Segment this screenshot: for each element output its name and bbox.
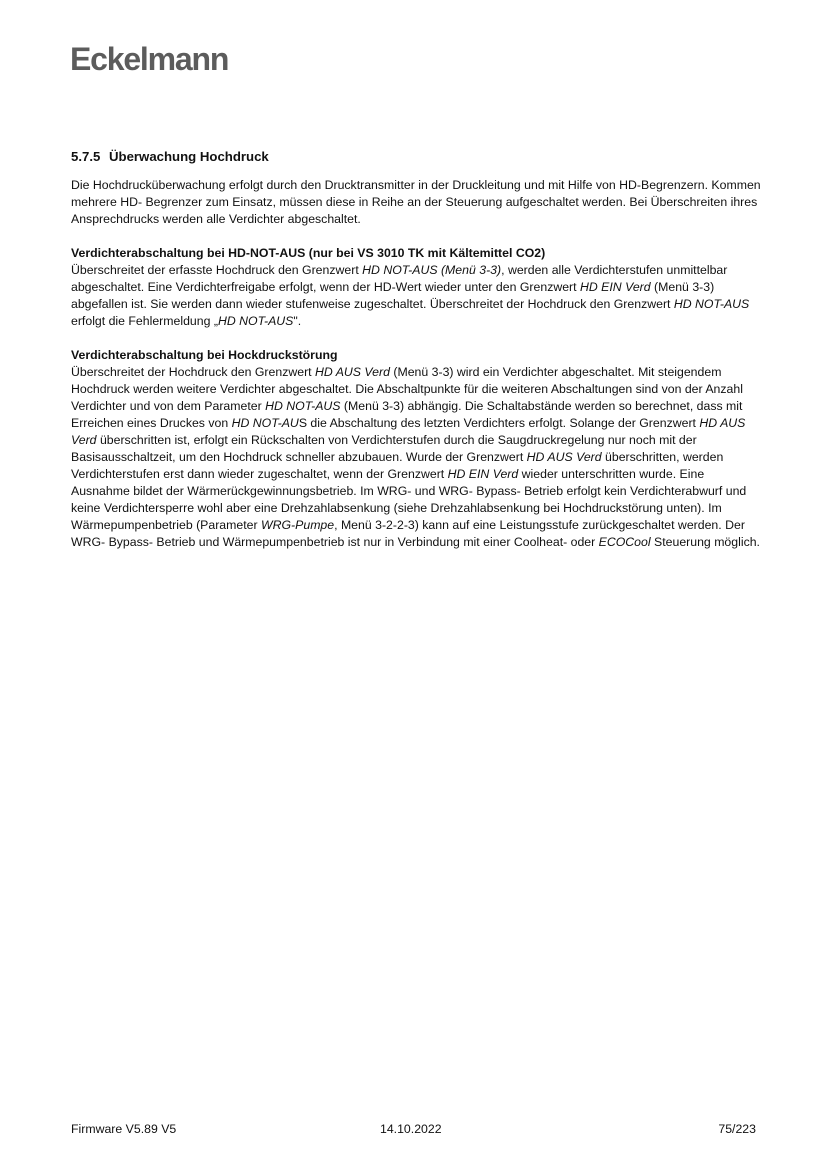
parameter-ref: HD AUS Verd bbox=[71, 416, 746, 447]
parameter-ref: WRG-Pumpe bbox=[261, 518, 335, 532]
parameter-ref: ECOCool bbox=[598, 535, 651, 549]
text-run: wieder unterschritten wurde. Eine Ausnahme bildet der Wärmerückgewinnungsbetrieb. Im WRG- und WRG- Bypass- Betrieb erfolgt kein Verdichterabwurf und keine Verdichtersperre wohl aber eine Drehzahlabsenkung (siehe Drehzahlabsenkung bei Hochdruckstörung unten). Im Wärmepumpenbetrieb (Parameter bbox=[71, 467, 747, 532]
text-run: (Menü 3-3) abhängig. Die Schaltabstände werden so berechnet, dass mit Erreichen eines Druckes von bbox=[71, 399, 743, 430]
text-run: (Menü 3-3) abgefallen ist. Sie werden dann wieder stufenweise zugeschaltet. Überschreitet der Hochdruck den Grenzwert bbox=[71, 280, 715, 311]
footer-firmware: Firmware V5.89 V5 bbox=[71, 1122, 177, 1136]
parameter-ref: HD AUS Verd bbox=[526, 450, 602, 464]
text-run: (Menü 3-3) wird ein Verdichter abgeschaltet. Mit steigendem Hochdruck werden weitere Verdichter abgeschaltet. Die Abschaltpunkte für die weiteren Abschaltungen sind von der Anzahl Verdichter und von dem Parameter bbox=[71, 365, 743, 413]
eckelmann-logo: Eckelmann bbox=[70, 41, 229, 77]
text-run: Überschreitet der Hochdruck den Grenzwert bbox=[71, 365, 315, 379]
text-run: überschritten, werden Verdichterstufen erst dann wieder zugeschaltet, wenn der Grenzwert bbox=[71, 450, 724, 481]
text-run: überschritten ist, erfolgt ein Rückschalten von Verdichterstufen durch die Saugdruckregelung nur noch mit der Basisausschaltzeit, um den Hochdruck schneller abzubauen. Wurde der Grenzwert bbox=[71, 433, 697, 464]
parameter-ref: HD NOT-AUS bbox=[673, 297, 750, 311]
paragraph-hochdruckstoerung bbox=[71, 364, 761, 551]
parameter-ref: HD NOT-AUS bbox=[217, 314, 294, 328]
parameter-ref: HD NOT-AUS bbox=[265, 399, 341, 413]
parameter-ref: HD EIN Verd bbox=[580, 280, 651, 294]
text-run: , Menü 3-2-2-3) kann auf eine Leistungsstufe zurückgeschaltet werden. Der WRG- Bypass- Betrieb und Wärmepumpenbetrieb ist nur in Verbindung mit einer Coolheat- oder bbox=[71, 518, 745, 549]
parameter-ref: HD EIN Verd bbox=[447, 467, 519, 481]
paragraph-hd-not-aus bbox=[71, 262, 761, 330]
parameter-ref: HD NOT-AU bbox=[231, 416, 299, 430]
subheading-hd-not-aus: Verdichterabschaltung bei HD-NOT-AUS (nur bei VS 3010 TK mit Kältemittel CO2) bbox=[71, 246, 546, 260]
text-run: Überschreitet der erfasste Hochdruck den Grenzwert bbox=[71, 263, 363, 277]
text-run: Steuerung möglich. bbox=[650, 535, 760, 549]
text-run: S die Abschaltung des letzten Verdichters erfolgt. Solange der Grenzwert bbox=[298, 416, 700, 430]
subheading-hochdruckstoerung: Verdichterabschaltung bei Hockdruckstörung bbox=[71, 348, 338, 362]
section-number: 5.7.5 bbox=[71, 149, 101, 164]
document-body bbox=[71, 148, 761, 551]
text-run: erfolgt die Fehlermeldung „ bbox=[71, 314, 218, 328]
section-title: Überwachung Hochdruck bbox=[109, 149, 269, 164]
parameter-ref: HD NOT-AUS (Menü 3-3) bbox=[362, 263, 502, 277]
text-run: , werden alle Verdichterstufen unmittelbar abgeschaltet. Eine Verdichterfreigabe erfolgt, wenn der HD-Wert wieder unter den Grenzwert bbox=[71, 263, 728, 294]
section-heading bbox=[71, 148, 761, 165]
parameter-ref: HD AUS Verd bbox=[315, 365, 390, 379]
footer-page-number: 75/223 bbox=[718, 1122, 756, 1136]
intro-paragraph: Die Hochdrucküberwachung erfolgt durch den Drucktransmitter in der Druckleitung und mit Hilfe von HD-Begrenzern. Kommen mehrere HD- Begrenzer zum Einsatz, müssen diese in Reihe an der Steuerung aufgeschaltet werden. Bei Überschreiten ihres Ansprechdrucks werden alle Verdichter abgeschaltet. bbox=[71, 178, 761, 226]
text-run: ". bbox=[293, 314, 302, 328]
footer-date: 14.10.2022 bbox=[380, 1122, 442, 1136]
